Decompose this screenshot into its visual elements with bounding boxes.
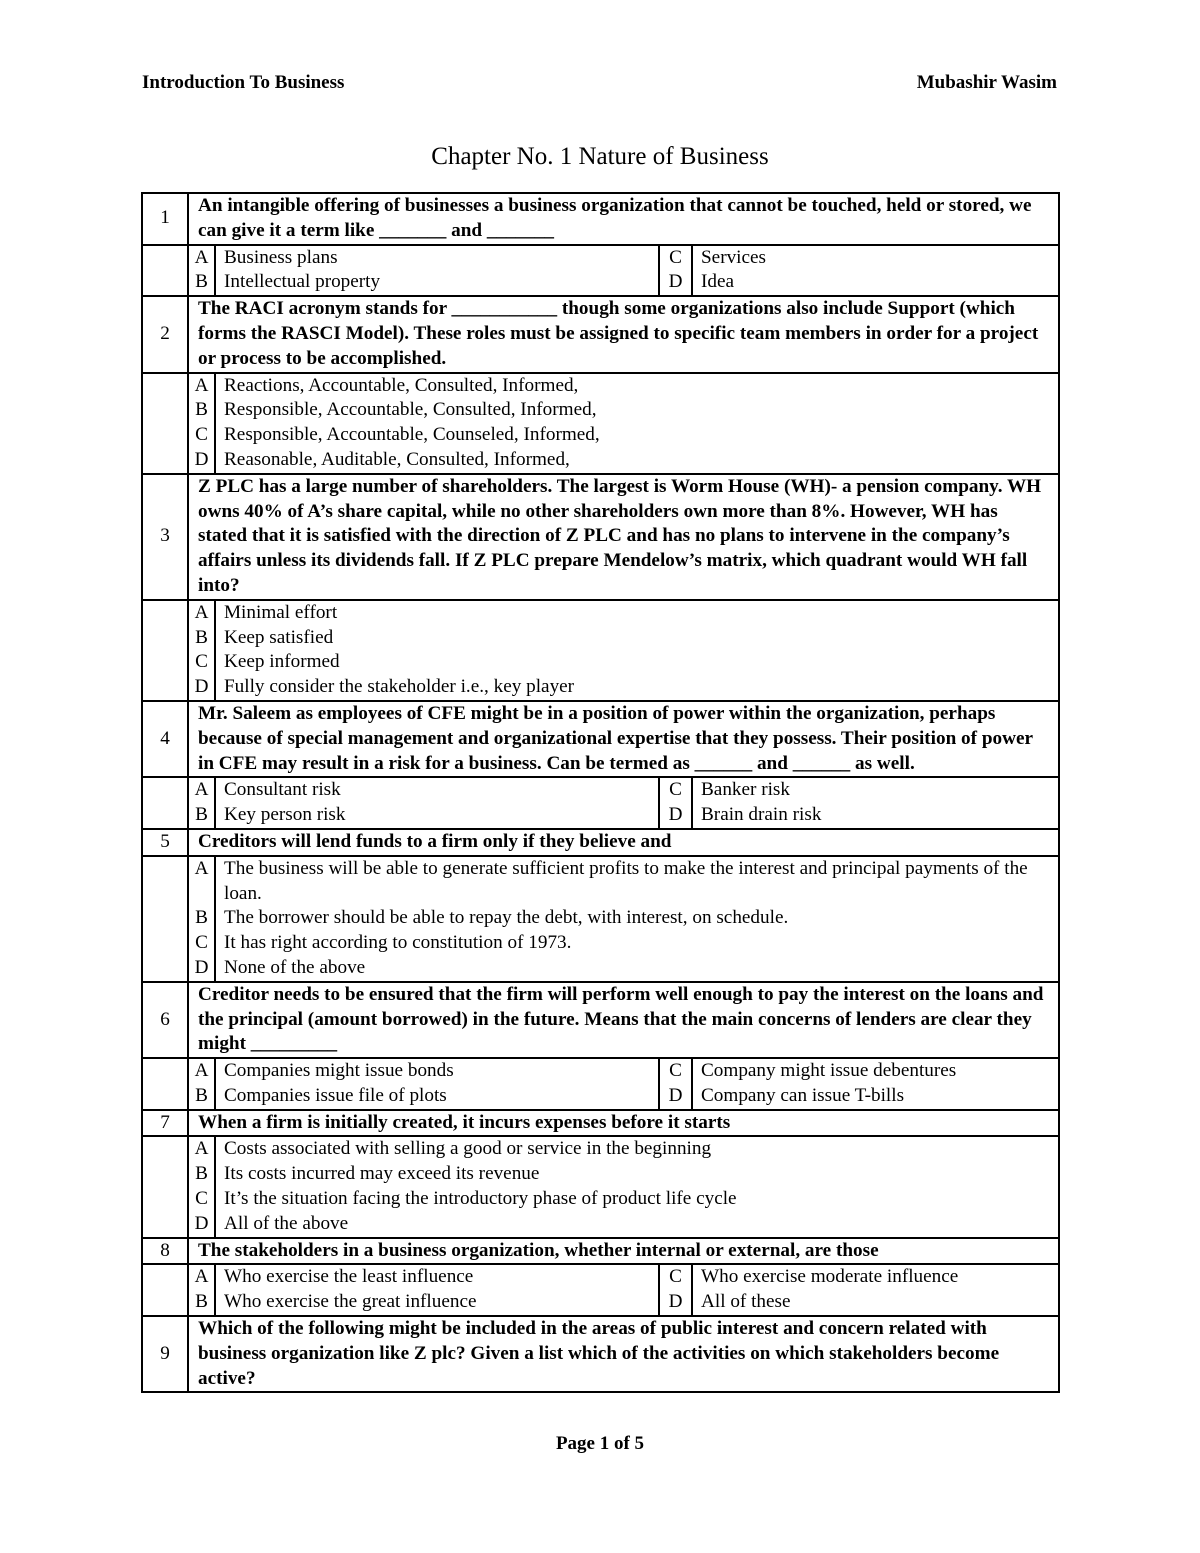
option-letter: B bbox=[195, 1163, 208, 1185]
option-text: Its costs incurred may exceed its revenue bbox=[215, 1162, 1058, 1187]
options-number-cell bbox=[142, 600, 188, 701]
options-table bbox=[189, 1137, 1058, 1236]
option-row bbox=[189, 374, 1058, 399]
chapter-title: Chapter No. 1 Nature of Business bbox=[431, 143, 769, 170]
option-row bbox=[189, 1212, 1058, 1237]
option-row bbox=[189, 423, 1058, 448]
options-number-cell bbox=[142, 1264, 188, 1316]
question-number: 6 bbox=[142, 982, 188, 1058]
option-text: Consultant risk bbox=[215, 778, 659, 803]
options-number-cell bbox=[142, 245, 188, 297]
option-row bbox=[189, 1265, 1058, 1290]
option-row bbox=[189, 1084, 1058, 1109]
header-course-title: Introduction To Business bbox=[142, 72, 345, 93]
option-text: Who exercise the great influence bbox=[215, 1290, 659, 1315]
option-letter: C bbox=[195, 424, 208, 446]
question-row bbox=[142, 474, 1059, 600]
option-row bbox=[189, 626, 1058, 651]
option-row bbox=[189, 246, 1058, 271]
option-letter: B bbox=[195, 399, 208, 421]
question-number: 3 bbox=[142, 474, 188, 600]
option-row bbox=[189, 803, 1058, 828]
option-letter: C bbox=[659, 246, 692, 271]
page-number: Page 1 of 5 bbox=[555, 1433, 645, 1454]
option-letter: A bbox=[194, 1060, 209, 1082]
question-number: 8 bbox=[142, 1238, 188, 1265]
options-number-cell bbox=[142, 777, 188, 829]
option-text: It’s the situation facing the introductory phase of product life cycle bbox=[215, 1187, 1058, 1212]
option-letter: C bbox=[195, 1188, 208, 1210]
option-letter: D bbox=[659, 803, 692, 828]
option-letter: B bbox=[195, 1291, 208, 1313]
option-letter: A bbox=[194, 601, 209, 623]
option-letter: B bbox=[195, 626, 208, 648]
question-text: Mr. Saleem as employees of CFE might be in a position of power within the organization, perhaps because of special management and organizational expertise that they possess. Their position of power in CFE may result in a risk for a business. Can be termed as ______ and ______ as well. bbox=[188, 701, 1059, 777]
question-text: Creditor needs to be ensured that the firm will perform well enough to pay the interest on the loans and the principal (amount borrowed) in the future. Means that the main concerns of lenders are clear they might _________ bbox=[188, 982, 1059, 1058]
question-text: Creditors will lend funds to a firm only if they believe and bbox=[188, 829, 1059, 856]
options-table bbox=[189, 601, 1058, 700]
option-text: Intellectual property bbox=[215, 270, 659, 295]
option-letter: B bbox=[195, 1084, 208, 1106]
question-row bbox=[142, 1110, 1059, 1137]
option-text: The borrower should be able to repay the debt, with interest, on schedule. bbox=[215, 906, 1058, 931]
option-letter: A bbox=[194, 1266, 209, 1288]
option-row bbox=[189, 1137, 1058, 1162]
question-row bbox=[142, 1316, 1059, 1392]
option-text: The business will be able to generate sufficient profits to make the interest and principal payments of the loan. bbox=[215, 857, 1058, 907]
options-number-cell bbox=[142, 856, 188, 982]
option-row bbox=[189, 270, 1058, 295]
options-table bbox=[189, 374, 1058, 473]
option-row bbox=[189, 931, 1058, 956]
option-letter: B bbox=[195, 804, 208, 826]
option-letter: A bbox=[194, 779, 209, 801]
options-cell bbox=[188, 600, 1059, 701]
options-cell bbox=[188, 245, 1059, 297]
option-row bbox=[189, 1162, 1058, 1187]
option-letter: D bbox=[194, 676, 209, 698]
option-letter: A bbox=[194, 857, 209, 879]
option-row bbox=[189, 675, 1058, 700]
option-text: It has right according to constitution of 1973. bbox=[215, 931, 1058, 956]
option-letter: D bbox=[659, 1084, 692, 1109]
option-text: Keep informed bbox=[215, 650, 1058, 675]
option-row bbox=[189, 778, 1058, 803]
option-row bbox=[189, 906, 1058, 931]
options-table bbox=[189, 1059, 1058, 1109]
option-text: Company might issue debentures bbox=[692, 1059, 1058, 1084]
question-row bbox=[142, 701, 1059, 777]
option-text: Fully consider the stakeholder i.e., key player bbox=[215, 675, 1058, 700]
option-letter: D bbox=[659, 1290, 692, 1315]
question-text: An intangible offering of businesses a business organization that cannot be touched, held or stored, we can give it a term like _______ and _______ bbox=[188, 193, 1059, 245]
option-letter: A bbox=[194, 246, 209, 268]
question-row bbox=[142, 193, 1059, 245]
option-letter: D bbox=[194, 448, 209, 470]
option-text: Who exercise the least influence bbox=[215, 1265, 659, 1290]
option-letter: D bbox=[194, 956, 209, 978]
option-row bbox=[189, 601, 1058, 626]
option-letter: C bbox=[659, 778, 692, 803]
question-number: 2 bbox=[142, 296, 188, 372]
question-text: Which of the following might be included in the areas of public interest and concern related with business organization like Z plc? Given a list which of the activities on which stakeholders become active? bbox=[188, 1316, 1059, 1392]
option-letter: C bbox=[195, 651, 208, 673]
question-number: 5 bbox=[142, 829, 188, 856]
option-letter: C bbox=[195, 932, 208, 954]
options-table bbox=[189, 246, 1058, 296]
options-row bbox=[142, 1136, 1059, 1237]
question-row bbox=[142, 296, 1059, 372]
header-author-name: Mubashir Wasim bbox=[916, 72, 1057, 93]
question-text: The RACI acronym stands for ___________ though some organizations also include Support (which forms the RASCI Model). These roles must be assigned to specific team members in order for a project or process to be accomplished. bbox=[188, 296, 1059, 372]
question-row bbox=[142, 982, 1059, 1058]
question-row bbox=[142, 829, 1059, 856]
options-row bbox=[142, 1264, 1059, 1316]
question-number: 4 bbox=[142, 701, 188, 777]
options-table bbox=[189, 778, 1058, 828]
option-letter: A bbox=[194, 374, 209, 396]
question-text: The stakeholders in a business organization, whether internal or external, are those bbox=[188, 1238, 1059, 1265]
option-text: Reactions, Accountable, Consulted, Informed, bbox=[215, 374, 1058, 399]
option-letter: A bbox=[194, 1138, 209, 1160]
option-text: Keep satisfied bbox=[215, 626, 1058, 651]
option-letter: D bbox=[194, 1212, 209, 1234]
option-text: Responsible, Accountable, Consulted, Informed, bbox=[215, 398, 1058, 423]
question-number: 1 bbox=[142, 193, 188, 245]
option-row bbox=[189, 1187, 1058, 1212]
question-text: Z PLC has a large number of shareholders. The largest is Worm House (WH)- a pension company. WH owns 40% of A’s share capital, while no other shareholders own more than 8%. However, WH has stated that it is satisfied with the direction of Z PLC and has no plans to intervene in the company’s affairs unless its dividends fall. If Z PLC prepare Mendelow’s matrix, which quadrant would WH fall into? bbox=[188, 474, 1059, 600]
option-text: None of the above bbox=[215, 956, 1058, 981]
option-row bbox=[189, 650, 1058, 675]
question-text: When a firm is initially created, it incurs expenses before it starts bbox=[188, 1110, 1059, 1137]
option-text: Services bbox=[692, 246, 1058, 271]
option-text: Costs associated with selling a good or service in the beginning bbox=[215, 1137, 1058, 1162]
options-row bbox=[142, 600, 1059, 701]
options-row bbox=[142, 373, 1059, 474]
option-text: Key person risk bbox=[215, 803, 659, 828]
option-row bbox=[189, 398, 1058, 423]
option-text: Who exercise moderate influence bbox=[692, 1265, 1058, 1290]
options-row bbox=[142, 245, 1059, 297]
question-number: 7 bbox=[142, 1110, 188, 1137]
option-letter: C bbox=[659, 1059, 692, 1084]
option-row bbox=[189, 1290, 1058, 1315]
option-letter: B bbox=[195, 271, 208, 293]
question-row bbox=[142, 1238, 1059, 1265]
option-text: Company can issue T-bills bbox=[692, 1084, 1058, 1109]
option-text: Banker risk bbox=[692, 778, 1058, 803]
options-number-cell bbox=[142, 373, 188, 474]
option-text: All of the above bbox=[215, 1212, 1058, 1237]
options-cell bbox=[188, 1264, 1059, 1316]
option-letter: D bbox=[659, 270, 692, 295]
option-letter: C bbox=[659, 1265, 692, 1290]
options-cell bbox=[188, 373, 1059, 474]
option-text: Brain drain risk bbox=[692, 803, 1058, 828]
option-row bbox=[189, 857, 1058, 907]
option-text: Business plans bbox=[215, 246, 659, 271]
options-number-cell bbox=[142, 1136, 188, 1237]
option-text: Reasonable, Auditable, Consulted, Informed, bbox=[215, 448, 1058, 473]
options-row bbox=[142, 856, 1059, 982]
options-number-cell bbox=[142, 1058, 188, 1110]
option-text: Idea bbox=[692, 270, 1058, 295]
options-cell bbox=[188, 856, 1059, 982]
option-text: Companies might issue bonds bbox=[215, 1059, 659, 1084]
options-table bbox=[189, 1265, 1058, 1315]
option-row bbox=[189, 1059, 1058, 1084]
options-row bbox=[142, 1058, 1059, 1110]
option-letter: B bbox=[195, 907, 208, 929]
option-row bbox=[189, 956, 1058, 981]
option-row bbox=[189, 448, 1058, 473]
options-cell bbox=[188, 1058, 1059, 1110]
options-cell bbox=[188, 777, 1059, 829]
question-table bbox=[141, 192, 1060, 1393]
options-cell bbox=[188, 1136, 1059, 1237]
question-number: 9 bbox=[142, 1316, 188, 1392]
option-text: All of these bbox=[692, 1290, 1058, 1315]
options-table bbox=[189, 857, 1058, 981]
option-text: Companies issue file of plots bbox=[215, 1084, 659, 1109]
option-text: Responsible, Accountable, Counseled, Informed, bbox=[215, 423, 1058, 448]
options-row bbox=[142, 777, 1059, 829]
option-text: Minimal effort bbox=[215, 601, 1058, 626]
